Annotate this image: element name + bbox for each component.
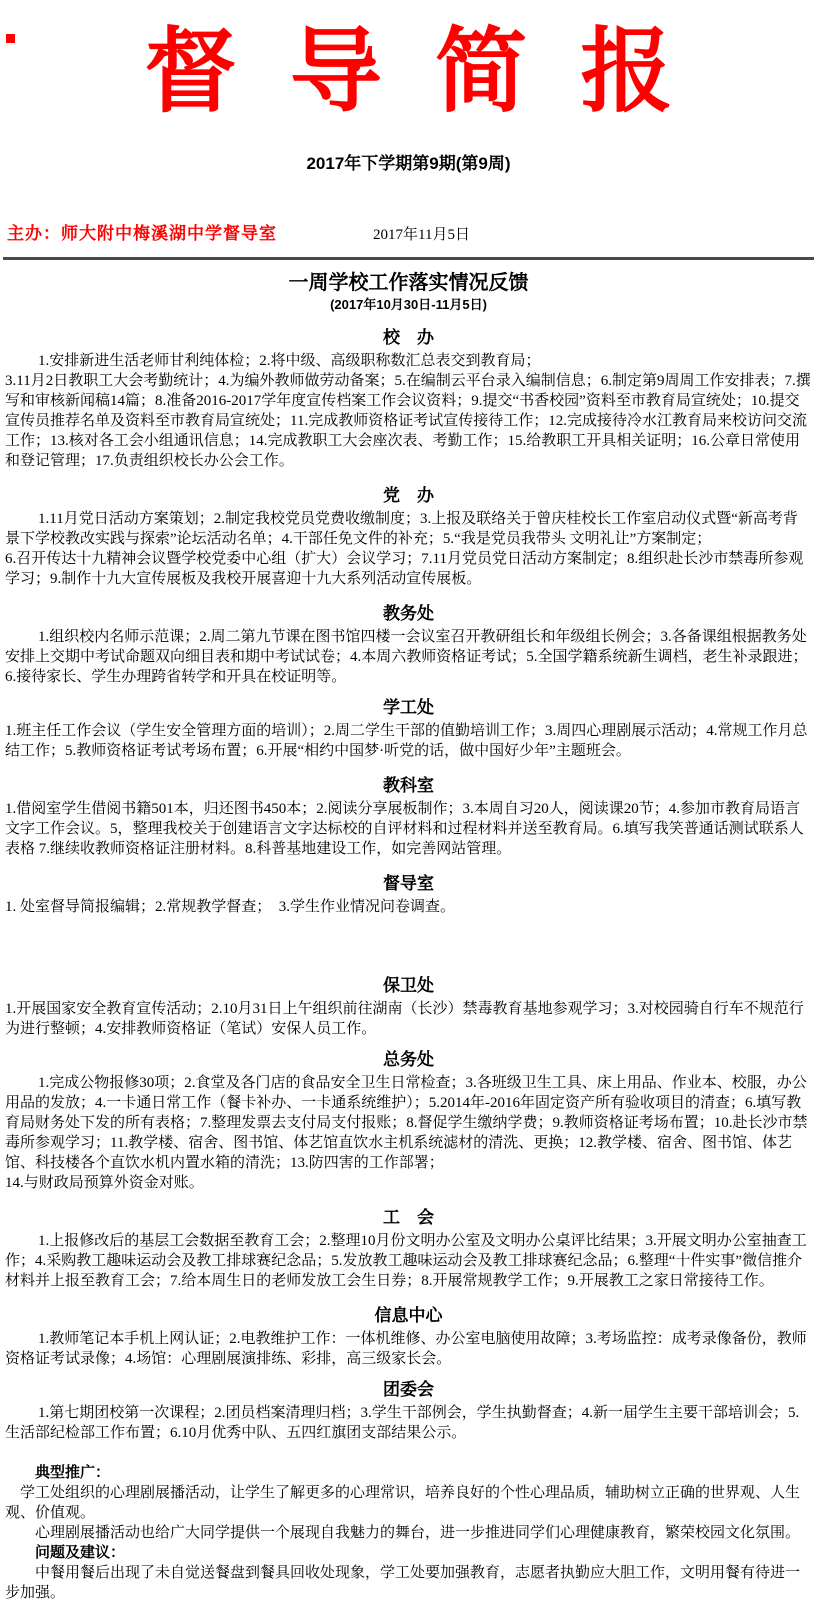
section-heading: 团委会	[383, 1379, 434, 1399]
report-period: (2017年10月30日-11月5日)	[330, 296, 487, 312]
section-paragraph: 1.借阅室学生借阅书籍501本，归还图书450本；2.阅读分享展板制作；3.本周自习20人，阅读课20节；4.参加市教育局语言文字工作会议。5，整理我校关于创建语言文字达标校的自评材料和过程材料并送至教育局。6.填写我笑普通话测试联系人表格 7.继续收教师资格证注册材料。8.科普基地建设工作，如完善网站管理。	[5, 800, 804, 857]
section-zong-wu-chu	[0, 1049, 817, 1193]
section-body	[0, 1073, 817, 1193]
section-bao-wei-chu	[0, 975, 817, 1039]
divider-rule	[3, 257, 814, 260]
section-heading: 党 办	[383, 485, 434, 505]
section-paragraph: 1.第七期团校第一次课程；2.团员档案清理归档；3.学生干部例会，学生执勤督查；4.新一届学生主要干部培训会；5.生活部纪检部工作布置；6.10月优秀中队、五四红旗团支部结果公示。	[5, 1404, 800, 1441]
section-heading: 教务处	[383, 603, 434, 623]
tail-blocks	[0, 1463, 817, 1603]
section-xue-gong-chu	[0, 697, 817, 761]
section-body	[0, 897, 817, 917]
section-xin-xi-zhong-xin	[0, 1305, 817, 1369]
section-body	[0, 509, 817, 589]
section-heading: 教科室	[383, 775, 434, 795]
issue-line: 2017年下学期第9期(第9周)	[306, 153, 511, 173]
issues-label: 问题及建议：	[35, 1543, 126, 1561]
section-body	[0, 1231, 817, 1291]
section-paragraph: 1.开展国家安全教育宣传活动；2.10月31日上午组织前往湖南（长沙）禁毒教育基地参观学习；3.对校园骑自行车不规范行为进行整顿；4.安排教师资格证（笔试）安保人员工作。	[5, 1000, 804, 1037]
section-heading: 学工处	[383, 697, 434, 717]
section-body	[0, 351, 817, 471]
red-corner-mark	[6, 34, 15, 43]
section-paragraph: 1.安排新进生活老师甘利纯体检；2.将中级、高级职称数汇总表交到教育局；	[38, 352, 541, 369]
section-paragraph: 1.完成公物报修30项；2.食堂及各门店的食品安全卫生日常检查；3.各班级卫生工具、床上用品、作业本、校服，办公用品的发放；4.一卡通日常工作（餐卡补办、一卡通系统维护）；5.2014年-2016年固定资产所有验收项目的清查；6.填写教育局财务处下发的所有表格；7.整理发票去支付局支付报账；8.督促学生缴纳学费；9.教师资格证考场布置；10.赴长沙市禁毒所参观学习；11.教学楼、宿舍、图书馆、体艺馆直饮水主机系统滤材的清洗、更换；12.教学楼、宿舍、图书馆、体艺馆、科技楼各个直饮水机内置水箱的清洗；13.防四害的工作部署；	[5, 1074, 808, 1171]
section-paragraph: 3.11月2日教职工大会考勤统计；4.为编外教师做劳动备案；5.在编制云平台录入编制信息；6.制定第9周周工作安排表；7.撰写和审核新闻稿14篇；8.准备2016-2017学年度宣传档案工作会议资料；9.提交“书香校园”资料至市教育局宣统处；10.提交宣传员推荐名单及资料至市教育局宣统处；11.完成教师资格证考试宣传接待工作；12.完成接待冷水江教育局来校访问交流工作；13.核对各工会小组通讯信息；14.完成教职工大会座次表、考勤工作；15.给教职工开具相关证明；16.公章日常使用和登记管理；17.负责组织校长办公会工作。	[5, 372, 811, 469]
section-paragraph: 1.组织校内名师示范课；2.周二第九节课在图书馆四楼一会议室召开教研组长和年级组长例会；3.各备课组根据教务处安排上交期中考试命题双向细目表和期中考试试卷；4.本周六教师资格证考试；5.全国学籍系统新生调档，老生补录跟进；6.接待家长、学生办理跨省转学和开具在校证明等。	[5, 628, 808, 685]
organizer-row	[0, 219, 817, 244]
section-paragraph: 14.与财政局预算外资金对账。	[5, 1174, 204, 1191]
section-paragraph: 1.班主任工作会议（学生安全管理方面的培训）；2.周二学生干部的值勤培训工作；3.周四心理剧展示活动；4.常规工作月总结工作；5.教师资格证考试考场布置；6.开展“相约中国梦·听党的话，做中国好少年”主题班会。	[5, 722, 808, 759]
section-jiao-wu-chu	[0, 603, 817, 687]
section-heading: 保卫处	[383, 975, 434, 995]
section-gong-hui	[0, 1207, 817, 1291]
section-heading: 总务处	[383, 1049, 434, 1069]
section-paragraph: 1.11月党日活动方案策划；2.制定我校党员党费收缴制度；3.上报及联络关于曾庆桂校长工作室启动仪式暨“新高考背景下学校教改实践与探索”论坛活动名单；4.干部任免文件的补充；5.“我是党员我带头 文明礼让”方案制定；	[5, 510, 798, 547]
section-body	[0, 999, 817, 1039]
section-heading: 信息中心	[374, 1305, 443, 1325]
section-body	[0, 799, 817, 859]
issues-paragraph: 中餐用餐后出现了未自觉送餐盘到餐具回收处现象，学工处要加强教育，志愿者执勤应大胆工作，文明用餐有待进一步加强。	[5, 1564, 801, 1601]
section-body	[0, 627, 817, 687]
section-body	[0, 721, 817, 761]
section-tuan-wei-hui	[0, 1379, 817, 1443]
section-du-dao-shi	[0, 873, 817, 917]
section-jiao-ke-shi	[0, 775, 817, 859]
section-body	[0, 1329, 817, 1369]
bulletin-title: 督导简报	[144, 21, 726, 123]
section-paragraph: 1.教师笔记本手机上网认证；2.电教维护工作：一体机维修、办公室电脑使用故障；3.考场监控：成考录像备份，教师资格证考试录像；4.场馆：心理剧展演排练、彩排，高三级家长会。	[5, 1330, 807, 1367]
section-xiao-ban	[0, 327, 817, 471]
section-dang-ban	[0, 485, 817, 589]
section-heading: 校 办	[383, 327, 434, 347]
organizer-label: 主办：师大附中梅溪湖中学督导室	[7, 223, 277, 243]
promotion-paragraph: 心理剧展播活动也给广大同学提供一个展现自我魅力的舞台，进一步推进同学们心理健康教育，繁荣校园文化氛围。	[35, 1524, 801, 1541]
section-paragraph: 1. 处室督导简报编辑；2.常规教学督查； 3.学生作业情况问卷调查。	[5, 898, 456, 915]
section-body	[0, 1403, 817, 1443]
section-heading: 工 会	[383, 1207, 434, 1227]
promotion-paragraph: 学工处组织的心理剧展播活动，让学生了解更多的心理常识，培养良好的个性心理品质，辅助树立正确的世界观、人生观、价值观。	[5, 1484, 801, 1521]
section-paragraph: 6.召开传达十九精神会议暨学校党委中心组（扩大）会议学习；7.11月党员党日活动方案制定；8.组织赴长沙市禁毒所参观学习；9.制作十九大宣传展板及我校开展喜迎十九大系列活动宣传展板。	[5, 550, 804, 587]
section-paragraph: 1.上报修改后的基层工会数据至教育工会；2.整理10月份文明办公室及文明办公桌评比结果；3.开展文明办公室抽查工作；4.采购教工趣味运动会及教工排球赛纪念品；5.发放教工趣味运动会及教工排球赛纪念品；6.整理“十件实事”微信推介材料并上报至教育工会；7.给本周生日的老师发放工会生日券；8.开展常规教学工作；9.开展教工之家日常接待工作。	[5, 1232, 807, 1289]
report-title: 一周学校工作落实情况反馈	[288, 271, 529, 294]
publish-date: 2017年11月5日	[373, 226, 470, 243]
section-heading: 督导室	[383, 873, 434, 893]
promotion-label: 典型推广：	[35, 1463, 111, 1481]
